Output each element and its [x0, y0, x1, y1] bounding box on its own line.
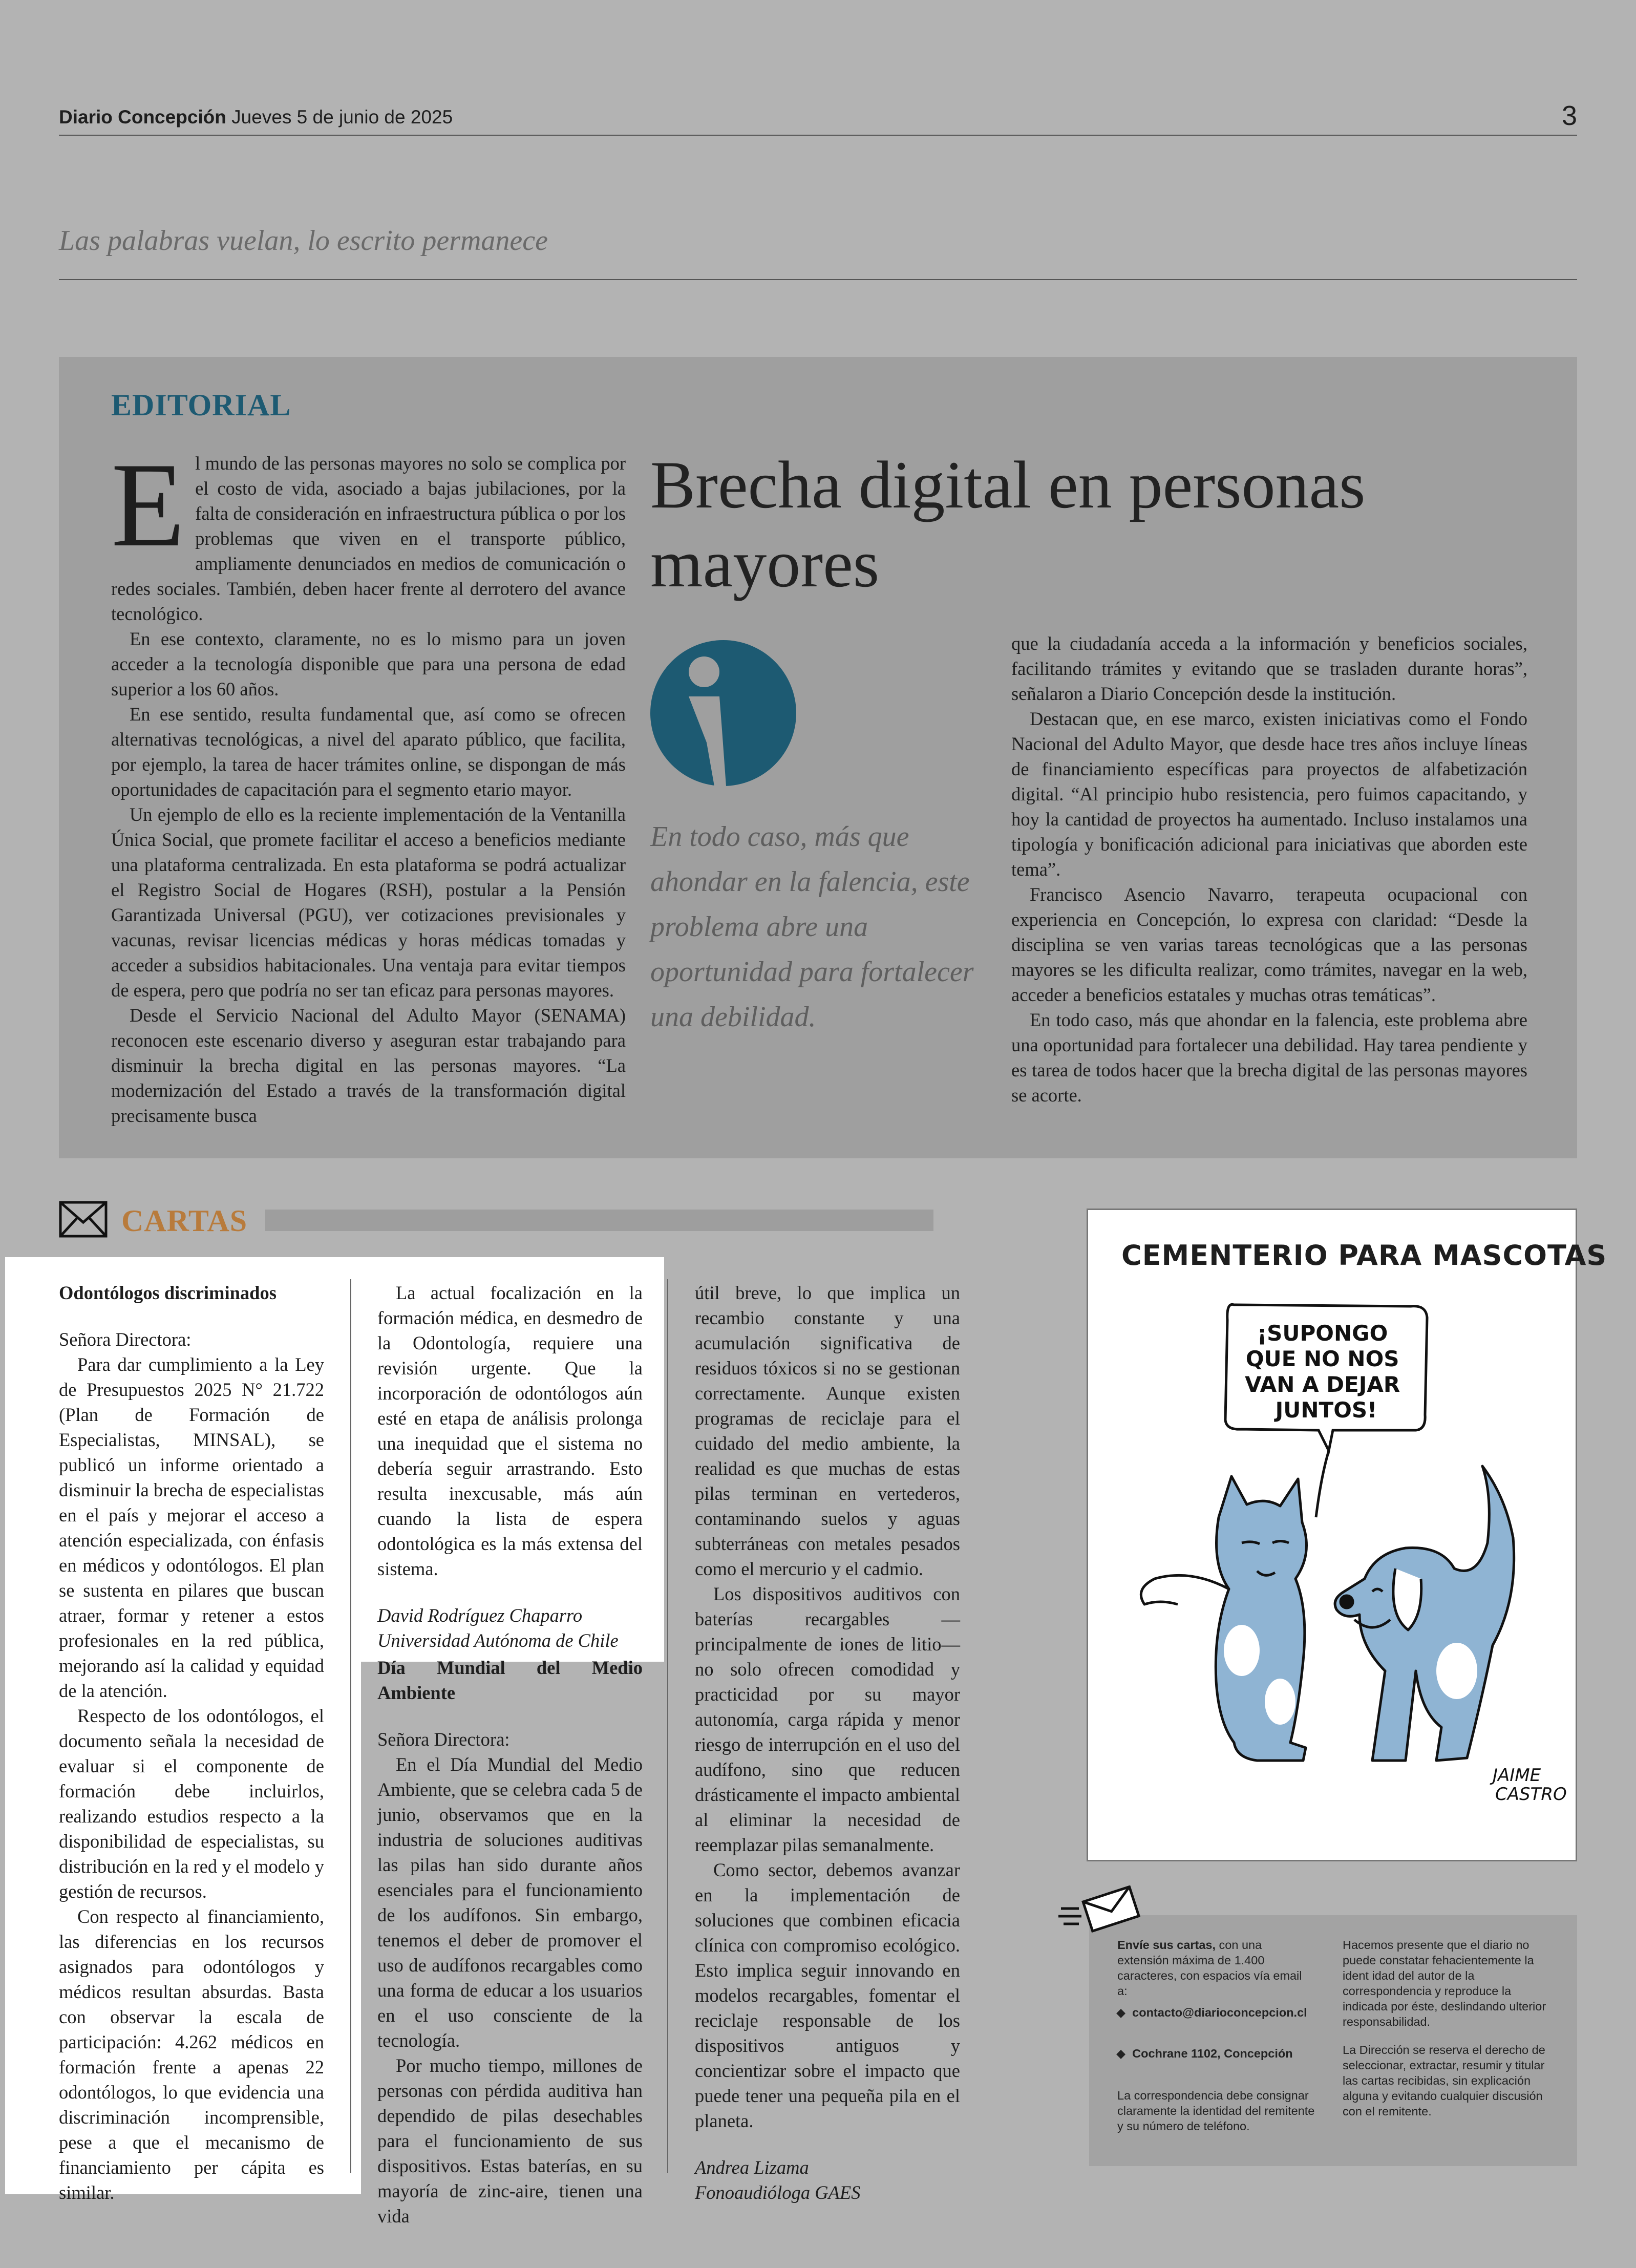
masthead	[59, 107, 453, 128]
letter-paragraph: útil breve, lo que implica un recambio constante y una acumulación significativa de residuos tóxicos si no se gestionan correctamente. Aunque existen programas de reciclaje para el cuidado del medio ambiente, la realidad es que muchas de estas pilas terminan en vertederos, contaminando suelos y aguas subterráneas con metales pesados como el mercurio y el cadmio.	[695, 1282, 960, 1579]
letter-salutation: Señora Directora:	[59, 1329, 192, 1350]
editorial-paragraph: En ese contexto, claramente, no es lo mismo para un joven acceder a la tecnología disponible que para una persona de edad superior a los 60 años.	[111, 628, 626, 700]
contact-address: Cochrane 1102, Concepción	[1132, 2047, 1293, 2060]
cartoon-title: CEMENTERIO PARA MASCOTAS	[1121, 1239, 1607, 1271]
send-instructions	[1117, 1937, 1312, 1999]
letter-2-column-1	[377, 1655, 643, 2229]
letter-paragraph: Los dispositivos auditivos con baterías recargables —principalmente de iones de litio— no solo ofrecen comodidad y practicidad por su mayor autonomía, carga rápida y menor riesgo de interrupción en el uso del audífono, sino que reducen drásticamente el impacto ambiental al eliminar la necesidad de reemplazar pilas semanalmente.	[695, 1583, 960, 1855]
letter-salutation: Señora Directora:	[377, 1729, 510, 1750]
issue-date: Jueves 5 de junio de 2025	[231, 107, 453, 128]
info-note: La Dirección se reserva el derecho de seleccionar, extractar, resumir y titular las cartas recibidas, sin explicación alguna y evitando cualquier discusión con el remitente.	[1343, 2043, 1545, 2118]
slogan-rule	[59, 279, 1577, 280]
diamond-icon: ◆	[1116, 2006, 1126, 2019]
editorial-title: Brecha digital en personas mayores	[650, 447, 1366, 601]
cartoonist-signature: CASTRO	[1495, 1784, 1567, 1805]
diamond-icon: ◆	[1116, 2047, 1126, 2060]
contact-email-row	[1116, 2005, 1321, 2020]
column-rule	[350, 1279, 351, 2173]
speech-line: QUE NO NOS	[1245, 1346, 1399, 1371]
send-bold: Envíe sus cartas,	[1117, 1938, 1216, 1952]
dog-figure	[1335, 1466, 1514, 1761]
drop-cap: E	[111, 438, 185, 572]
cat-figure	[1141, 1476, 1306, 1761]
editorial-paragraph: Un ejemplo de ello es la reciente implementación de la Ventanilla Única Social, que promete facilitar el acceso a beneficios mediante una plataforma centralizada. En esta plataforma se podrá actualizar el Registro Social de Hogares (RSH), postular a la Pensión Garantizada Universal (PGU), ver cotizaciones previsionales y vacunas, revisar licencias médicas y horas médicas tomadas y acceder a subsidios habitacionales. Una ventaja para evitar tiempos de espera, pero que podría no ser tan eficaz para personas mayores.	[111, 804, 626, 1001]
cartoonist-signature: JAIME	[1493, 1765, 1541, 1786]
publication-name: Diario Concepción	[59, 107, 226, 128]
speech-line: VAN A DEJAR	[1245, 1372, 1400, 1397]
editorial-paragraph: Francisco Asencio Navarro, terapeuta ocupacional con experiencia en Concepción, lo expresa con claridad: “Desde la disciplina se ven varias tareas tecnológicas que a las personas mayores se les dificulta realizar, como trámites, navegar en la web, acceder a beneficios estatales y muchas otras temáticas”.	[1011, 884, 1527, 1005]
cartas-label: CARTAS	[121, 1204, 248, 1238]
page-number: 3	[1561, 100, 1577, 131]
info-icon	[650, 640, 796, 786]
cartoon-illustration	[1088, 1210, 1576, 1860]
letter-paragraph: Para dar cumplimiento a la Ley de Presupuestos 2025 N° 21.722 (Plan de Formación de Especialistas, MINSAL), se publicó un informe orientado a disminuir la brecha de especialistas en el país y mejorar el acceso a atención especializada, con énfasis en médicos y odontólogos. El plan se sustenta en pilares que buscan atraer, formar y retener a estos profesionales en la red pública, mejorando así la calidad y equidad de la atención.	[59, 1354, 324, 1701]
letter-2-column-2	[695, 1280, 960, 2205]
send-mail-icon	[1056, 1885, 1140, 1933]
letter-paragraph: Como sector, debemos avanzar en la implementación de soluciones que combinen eficacia clínica con compromiso ecológico. Esto implica seguir innovando en modelos recargables, fomentar el reciclaje responsable de los dispositivos antiguos y concientizar sobre el impacto que puede tener una pequeña pila en el planeta.	[695, 1859, 960, 2131]
editorial-paragraph: En todo caso, más que ahondar en la falencia, este problema abre una oportunidad para fortalecer una debilidad. Hay tarea pendiente y es tarea de todos hacer que la brecha digital de las personas mayores se acorte.	[1011, 1009, 1527, 1106]
letter-paragraph: Por mucho tiempo, millones de personas con pérdida auditiva han dependido de pilas desechables para el funcionamiento de sus dispositivos. Estas baterías, en su mayoría de zinc-aire, tienen una vida	[377, 2055, 643, 2227]
info-note: Hacemos presente que el diario no puede constatar fehacientemente la ident idad del autor de la correspondencia y reproduce la indicada por éste, deslindando ulterior responsabilidad.	[1343, 1938, 1546, 2028]
cartas-header-bar	[265, 1210, 933, 1231]
letter-author: Andrea Lizama	[695, 2157, 809, 2178]
editorial-column-1	[111, 438, 626, 1128]
letter-paragraph: En el Día Mundial del Medio Ambiente, que se celebra cada 5 de junio, observamos que en la industria de soluciones auditivas las pilas han sido durante años esenciales para el funcionamiento de los audífonos. Sin embargo, tenemos el deber de promover el uso de audífonos recargables como una forma de educar a los usuarios en el uso consciente de la tecnología.	[377, 1754, 643, 2051]
speech-line: ¡SUPONGO	[1257, 1321, 1388, 1346]
letter-title: Día Mundial del Medio Ambiente	[377, 1657, 643, 1703]
speech-line: JUNTOS!	[1275, 1397, 1377, 1423]
editorial-paragraph: l mundo de las personas mayores no solo se complica por el costo de vida, asociado a bajas jubilaciones, por la falta de consideración en infraestructura pública o por los problemas que viven en el transporte público, ampliamente denunciados en medios de comunicación o redes sociales. También, deben hacer frente al derrotero del avance tecnológico.	[111, 453, 626, 624]
letter-paragraph: Con respecto al financiamiento, las diferencias en los recursos asignados para odontólogos y médicos resultan absurdas. Basta con observar la escala de participación: 4.262 médicos en formación frente a apenas 22 odontólogos, lo que evidencia una discriminación incomprensible, pese a que el mecanismo de financiamiento per cápita es similar.	[59, 1906, 324, 2203]
header-rule	[59, 135, 1577, 136]
editorial-column-2	[1011, 631, 1527, 1108]
editorial-paragraph: que la ciudadanía acceda a la información y beneficios sociales, facilitando trámites y evitando que se trasladen durante horas”, señalaron a Diario Concepción desde la institución.	[1011, 633, 1527, 704]
info-note: La correspondencia debe consignar claramente la identidad del remitente y su número de teléfono.	[1117, 2089, 1315, 2133]
column-rule	[667, 1279, 668, 2173]
letter-paragraph: Respecto de los odontólogos, el documento señala la necesidad de evaluar si el componente de formación debe incluirlos, realizando estudios respecto a la disponibilidad de especialistas, su distribución en la red y el modelo y gestión de recursos.	[59, 1705, 324, 1902]
letter-1-column-1	[59, 1280, 324, 2205]
pull-quote: En todo caso, más que ahondar en la falencia, este problema abre una oportunidad para fortalecer una debilidad.	[650, 821, 974, 1033]
letter-affiliation: Fonoaudióloga GAES	[695, 2182, 861, 2203]
speech-tail	[1316, 1451, 1329, 1517]
editorial-label: EDITORIAL	[111, 388, 291, 422]
letter-author: David Rodríguez Chaparro	[377, 1605, 583, 1626]
contact-email: contacto@diarioconcepcion.cl	[1132, 2006, 1307, 2019]
letter-1-column-2	[377, 1280, 643, 1653]
svg-text:JAIME CASTRO	[1490, 1765, 1567, 1805]
letter-affiliation: Universidad Autónoma de Chile	[377, 1630, 619, 1651]
editorial-paragraph: Destacan que, en ese marco, existen iniciativas como el Fondo Nacional del Adulto Mayor, que desde hace tres años incluye líneas de financiamiento específicas para proyectos de alfabetización digital. “Al principio hubo resistencia, pero fuimos capacitando, y hoy la cantidad de proyectos ha aumentado. Incluso instalamos una tipología y bonificación adicional para iniciativas que aborden este tema”.	[1011, 708, 1527, 880]
letter-title: Odontólogos discriminados	[59, 1282, 277, 1303]
contact-address-row	[1116, 2046, 1321, 2061]
envelope-icon	[59, 1201, 108, 1238]
section-slogan: Las palabras vuelan, lo escrito permanece	[59, 225, 548, 257]
send-rest: con una extensión máxima de 1.400 caracteres, con espacios vía email a:	[1117, 1938, 1302, 1998]
editorial-paragraph: En ese sentido, resulta fundamental que, así como se ofrecen alternativas tecnológicas, a nivel del aparato público, que facilita, por ejemplo, la tarea de hacer trámites online, se dispongan de más oportunidades de capacitación para el segmento etario mayor.	[111, 704, 626, 800]
letter-paragraph: La actual focalización en la formación médica, en desmedro de la Odontología, requiere una revisión urgente. Que la incorporación de odontólogos aún esté en etapa de análisis prolonga una inequidad que el sistema no debería seguir arrastrando. Esto resulta inexcusable, más aún cuando la lista de espera odontológica es la más extensa del sistema.	[377, 1282, 643, 1579]
editorial-paragraph: Desde el Servicio Nacional del Adulto Mayor (SENAMA) reconocen este escenario diverso y aseguran estar trabajando para disminuir la brecha digital en las personas mayores. “La modernización del Estado a través de la transformación digital precisamente busca	[111, 1005, 626, 1126]
